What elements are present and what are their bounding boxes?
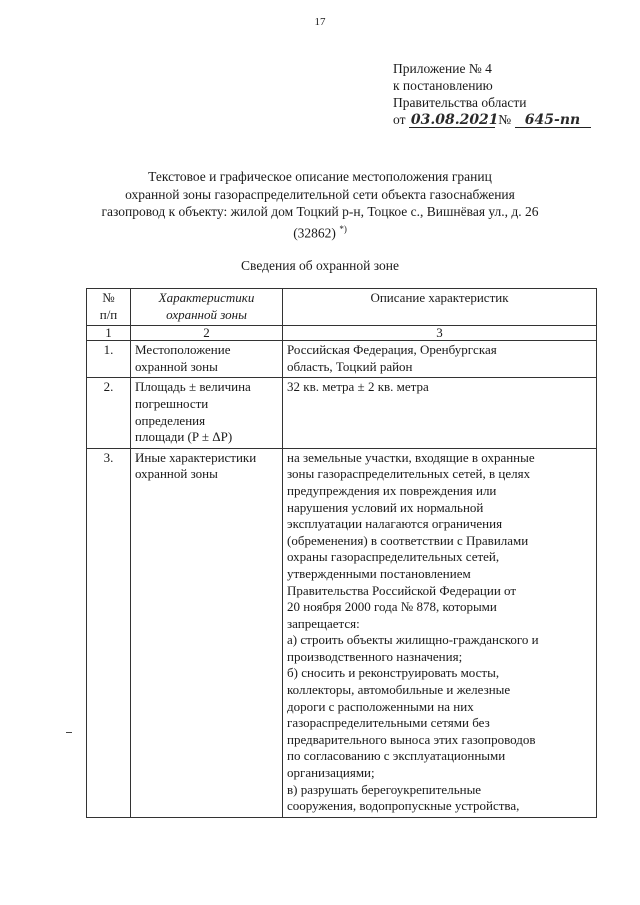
characteristic-line: Площадь ± величина	[135, 379, 251, 395]
margin-mark	[66, 732, 72, 733]
table-row	[87, 341, 597, 378]
index-cell: 2	[131, 326, 283, 341]
description-line: газораспределительными сетями без	[287, 715, 490, 731]
description-line: б) сносить и реконструировать мосты,	[287, 665, 500, 681]
title-line: Текстовое и графическое описание местоположения границ	[148, 169, 492, 184]
footnote-mark: *)	[339, 223, 347, 234]
header-description: Описание характеристик	[283, 289, 597, 326]
characteristic-line: Местоположение	[135, 342, 231, 358]
description-line: Правительства Российской Федерации от	[287, 582, 517, 598]
description-line: 20 ноября 2000 года № 878, которыми	[287, 599, 497, 615]
header-characteristics: Характеристики охранной зоны	[131, 289, 283, 326]
appendix-header	[393, 60, 591, 128]
description-line: организациями;	[287, 765, 375, 781]
date-prefix: от	[393, 112, 406, 127]
description-line: запрещается:	[287, 615, 360, 631]
description-line: область, Тоцкий район	[287, 358, 413, 374]
description-line: предварительного выноса этих газопроводов	[287, 731, 536, 747]
description-line: Российская Федерация, Оренбургская	[287, 342, 497, 358]
index-cell: 3	[283, 326, 597, 341]
table-index-row	[87, 326, 597, 341]
table-row	[87, 448, 597, 817]
title-line: газопровод к объекту: жилой дом Тоцкий р-н, Тоцкое с., Вишнёвая ул., д. 26	[101, 204, 539, 219]
description-line: 32 кв. метра ± 2 кв. метра	[287, 379, 429, 395]
object-code: (32862)	[293, 225, 336, 240]
table-row	[87, 378, 597, 448]
description-line: сооружения, водопропускные устройства,	[287, 798, 520, 814]
section-subtitle: Сведения об охранной зоне	[241, 258, 399, 273]
header-number: № п/п	[87, 289, 131, 326]
row-description	[283, 448, 597, 817]
description-line: (обременения) в соответствии с Правилами	[287, 532, 529, 548]
handwritten-date: 03.08.2021	[410, 112, 499, 128]
description-line: в) разрушать берегоукрепительные	[287, 781, 482, 797]
characteristic-line: охранной зоны	[135, 466, 218, 482]
page-number: 17	[314, 16, 326, 28]
title-line	[60, 221, 580, 242]
row-number: 2.	[87, 378, 131, 448]
description-line: нарушения условий их нормальной	[287, 499, 484, 515]
handwritten-number: 645-пп	[515, 113, 591, 128]
zone-info-table	[86, 288, 597, 818]
characteristic-line: охранной зоны	[135, 358, 218, 374]
appendix-resolution: к постановлению	[393, 78, 493, 93]
description-line: предупреждения их повреждения или	[287, 482, 497, 498]
appendix-government: Правительства области	[393, 95, 527, 110]
table-header-row	[87, 289, 597, 326]
row-description	[283, 341, 597, 378]
index-cell: 1	[87, 326, 131, 341]
row-number: 3.	[87, 448, 131, 817]
description-line: по согласованию с эксплуатационными	[287, 748, 506, 764]
description-line: а) строить объекты жилищно-гражданского и	[287, 632, 539, 648]
characteristic-line: площади (P ± ΔP)	[135, 429, 233, 445]
description-line: коллекторы, автомобильные и железные	[287, 682, 511, 698]
characteristic-line: определения	[135, 412, 206, 428]
description-line: утвержденными постановлением	[287, 565, 471, 581]
row-characteristic	[131, 378, 283, 448]
appendix-date-line	[393, 111, 591, 128]
characteristic-line: Иные характеристики	[135, 449, 257, 465]
appendix-title: Приложение № 4	[393, 61, 492, 76]
characteristic-line: погрешности	[135, 395, 209, 411]
description-line: эксплуатации налагаются ограничения	[287, 516, 503, 532]
description-line: производственного назначения;	[287, 648, 463, 664]
row-characteristic	[131, 448, 283, 817]
description-line: на земельные участки, входящие в охранные	[287, 449, 535, 465]
number-prefix: №	[498, 112, 512, 127]
description-line: зоны газораспределительных сетей, в целях	[287, 466, 531, 482]
title-line: охранной зоны газораспределительной сети объекта газоснабжения	[125, 186, 515, 202]
description-line: охраны газораспределительных сетей,	[287, 549, 500, 565]
row-characteristic	[131, 341, 283, 378]
description-line: дороги с расположенными на них	[287, 698, 474, 714]
row-number: 1.	[87, 341, 131, 378]
document-title	[60, 168, 580, 242]
row-description	[283, 378, 597, 448]
